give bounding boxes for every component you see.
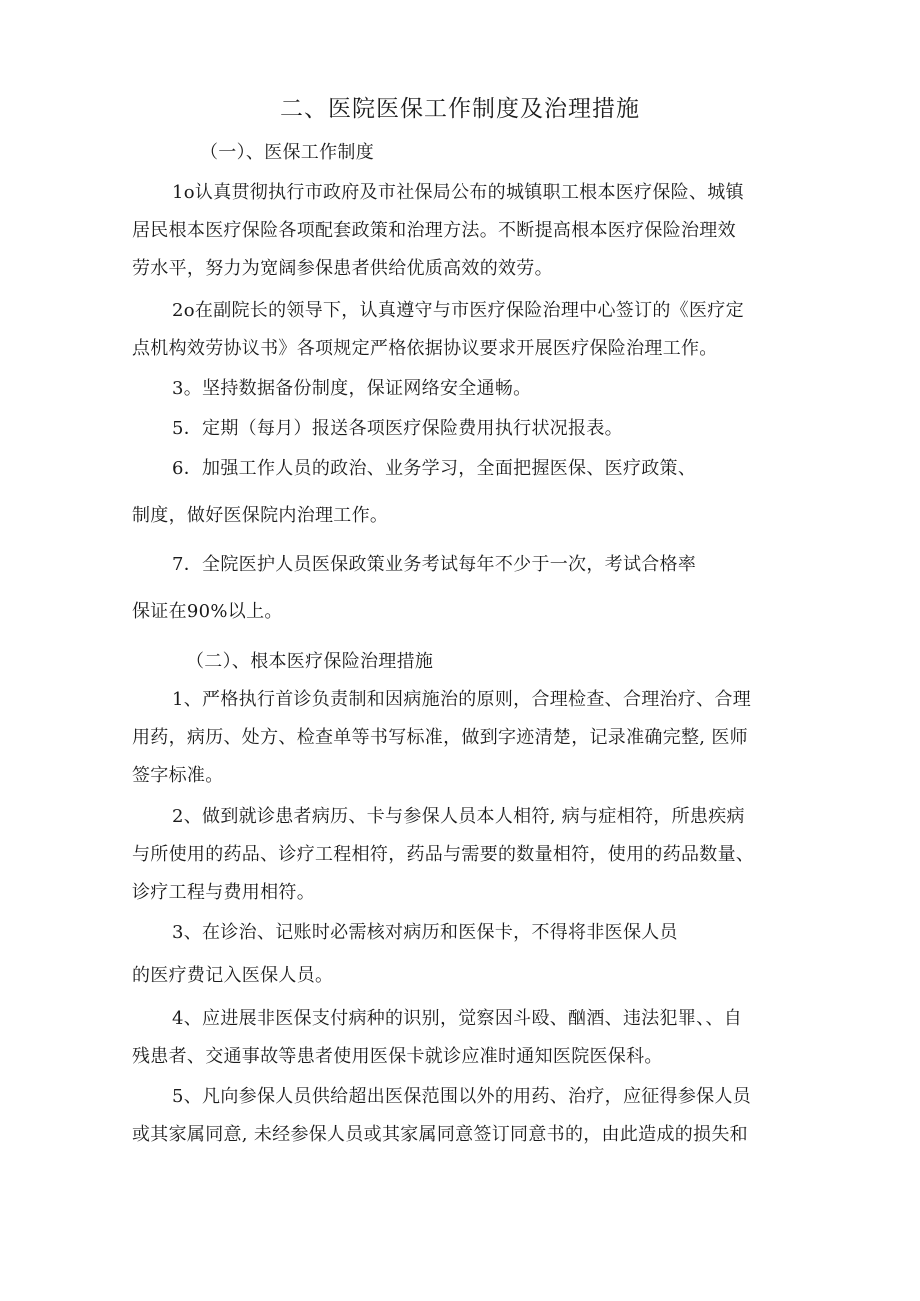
paragraph-line: 诊疗工程与费用相符。 (132, 882, 315, 903)
paragraph-line: 5、凡向参保人员供给超出医保范围以外的用药、治疗，应征得参保人员 (172, 1086, 752, 1107)
paragraph-line: 保证在90%以上。 (132, 601, 283, 622)
paragraph-line: 的医疗费记入医保人员。 (132, 965, 334, 986)
paragraph-line: 制度，做好医保院内治理工作。 (132, 505, 389, 526)
paragraph-line: 点机构效劳协议书》各项规定严格依据协议要求开展医疗保险治理工作。 (132, 338, 718, 359)
paragraph-line: 1o认真贯彻执行市政府及市社保局公布的城镇职工根本医疗保险、城镇 (172, 182, 744, 203)
paragraph-line: 或其家属同意, 未经参保人员或其家属同意签订同意书的，由此造成的损失和 (132, 1124, 748, 1145)
paragraph-line: 4、应进展非医保支付病种的识别，觉察因斗殴、酗酒、违法犯罪、、自 (172, 1008, 743, 1029)
paragraph-line: 签字标准。 (132, 765, 224, 786)
paragraph-line: 3、在诊治、记账时必需核对病历和医保卡，不得将非医保人员 (172, 922, 678, 943)
paragraph-line: 与所使用的药品、诊疗工程相符，药品与需要的数量相符，使用的药品数量、 (132, 844, 755, 865)
page-title: 二、医院医保工作制度及治理措施 (280, 96, 640, 122)
paragraph-line: 残患者、交通事故等患者使用医保卡就诊应准时通知医院医保科。 (132, 1046, 663, 1067)
paragraph-line: 2o在副院长的领导下，认真遵守与市医疗保险治理中心签订的《医疗定 (172, 300, 744, 321)
paragraph-line: 居民根本医疗保险各项配套政策和治理方法。不断提高根本医疗保险治理效 (132, 220, 736, 241)
section-heading: （二）、根本医疗保险治理措施 (186, 651, 434, 672)
section-heading: （一）、医保工作制度 (200, 142, 374, 163)
paragraph-line: 劳水平，努力为宽阔参保患者供给优质高效的效劳。 (132, 258, 553, 279)
paragraph-line: 7．全院医护人员医保政策业务考试每年不少于一次，考试合格率 (172, 554, 697, 575)
paragraph-line: 3。坚持数据备份制度，保证网络安全通畅。 (172, 378, 532, 399)
paragraph-line: 用药，病历、处方、检查单等书写标准，做到字迹清楚，记录准确完整, 医师 (132, 727, 748, 748)
paragraph-line: 5．定期（每月）报送各项医疗保险费用执行状况报表。 (172, 418, 623, 439)
paragraph-line: 1、严格执行首诊负责制和因病施治的原则，合理检查、合理治疗、合理 (172, 689, 752, 710)
paragraph-line: 2、做到就诊患者病历、卡与参保人员本人相符, 病与症相符，所患疾病 (172, 806, 745, 827)
paragraph-line: 6．加强工作人员的政治、业务学习，全面把握医保、医疗政策、 (172, 458, 697, 479)
